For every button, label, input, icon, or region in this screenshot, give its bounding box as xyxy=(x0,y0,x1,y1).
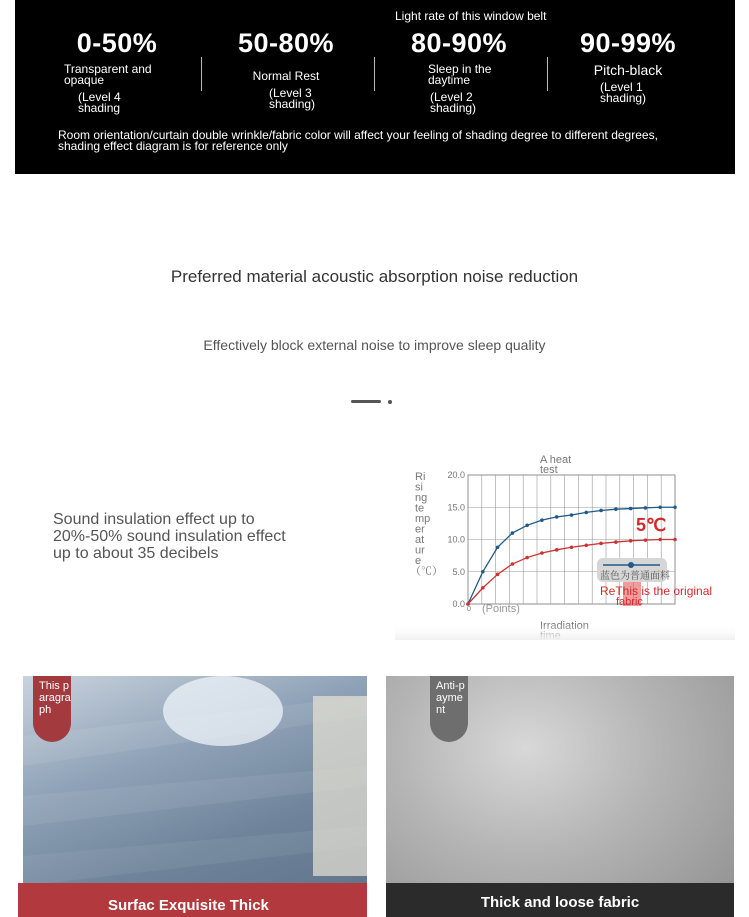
level-shading: (Level 1 shading) xyxy=(600,80,647,105)
chart-data-point xyxy=(673,538,677,542)
chart-data-point xyxy=(525,556,529,560)
fabric-photo-right xyxy=(386,676,734,917)
chart-data-point xyxy=(570,545,574,549)
chart-y-label-part: at xyxy=(415,534,425,546)
legend-red-label: ReThis is the original xyxy=(600,584,713,598)
heat-test-chart xyxy=(395,450,735,640)
chart-annotation: 5℃ xyxy=(636,515,667,535)
level-1-card xyxy=(32,28,202,114)
chart-data-point xyxy=(658,538,662,542)
chart-data-point xyxy=(570,513,574,517)
level-percent: 90-99% xyxy=(579,28,677,58)
photo-tag-right: Anti-payment xyxy=(430,676,468,742)
level-percent: 50-80% xyxy=(237,28,335,58)
chart-data-point xyxy=(525,524,529,528)
heat-test-chart-svg xyxy=(395,450,735,640)
caption-right: Thick and loose fabric xyxy=(386,883,734,917)
chart-data-point xyxy=(511,531,515,535)
chart-data-point xyxy=(629,539,633,543)
chart-y-tick-label: 20.0 xyxy=(447,470,465,480)
chart-y-label-part: ng xyxy=(415,492,428,504)
chart-data-point xyxy=(555,548,559,552)
chart-data-point xyxy=(555,515,559,519)
banner-title: Light rate of this window belt xyxy=(395,9,547,23)
legend-red-label-wrap: fabric xyxy=(616,596,643,608)
shading-banner xyxy=(15,0,735,174)
chart-data-point xyxy=(673,505,677,509)
level-label: Pitch-black xyxy=(593,62,663,78)
level-percent: 80-90% xyxy=(410,28,508,58)
chart-y-label-part: te xyxy=(415,502,425,515)
chart-data-point xyxy=(644,538,648,542)
chart-y-tick-label: 5.0 xyxy=(452,566,465,577)
carousel-indicator-dot[interactable] xyxy=(388,400,392,404)
chart-y-label-part: er xyxy=(415,523,425,536)
section-subheading: Effectively block external noise to improve sleep quality xyxy=(203,337,546,353)
chart-data-point xyxy=(599,509,603,513)
chart-y-label-part: （℃） xyxy=(410,565,443,578)
chart-y-tick-label: 15.0 xyxy=(447,502,465,513)
chart-data-point xyxy=(466,602,470,606)
chart-data-point xyxy=(658,505,662,509)
chart-y-label-part: Ri xyxy=(415,471,426,483)
level-shading: (Level 3 shading) xyxy=(269,86,316,111)
chart-y-tick-label: 10.0 xyxy=(447,534,465,545)
chart-x-tick-label: 0 xyxy=(467,606,471,613)
photo-tag-left: This paragraph xyxy=(33,676,71,742)
chart-y-label xyxy=(410,471,443,578)
chart-y-label-part: mp xyxy=(415,513,431,525)
chart-title-line: A heat test xyxy=(540,454,572,476)
level-shading: (Level 4 shading xyxy=(78,90,121,115)
chart-data-point xyxy=(540,551,544,555)
level-label: Normal Rest xyxy=(252,69,320,83)
chart-data-point xyxy=(481,570,485,574)
chart-data-point xyxy=(614,507,618,511)
chart-data-point xyxy=(481,586,485,590)
level-4-card xyxy=(543,28,713,104)
chart-data-point xyxy=(599,542,603,546)
chart-x-unit: (Points) xyxy=(482,603,520,615)
chart-data-point xyxy=(496,573,500,577)
level-label: Transparent and opaque xyxy=(64,62,152,87)
chart-data-point xyxy=(629,507,633,511)
sound-insulation-text: Sound insulation effect up to 20%-50% sound insulation effect up to about 35 decibels xyxy=(53,511,286,562)
chart-data-point xyxy=(614,540,618,544)
chart-data-point xyxy=(511,562,515,566)
legend-marker xyxy=(628,562,634,568)
chart-data-point xyxy=(496,545,500,549)
chart-bottom-fade xyxy=(395,624,735,640)
fabric-texture-left xyxy=(23,676,367,917)
carousel-indicator-active[interactable] xyxy=(351,400,381,403)
level-3-card xyxy=(374,28,544,114)
level-shading: (Level 2 shading) xyxy=(430,90,477,115)
chart-y-label-part: si xyxy=(415,481,423,494)
banner-note: Room orientation/curtain double wrinkle/fabric color will affect your feeling of shading degree to different degrees, shading effect diagram is for reference only xyxy=(58,128,658,153)
caption-left: Surfac Exquisite Thick xyxy=(18,883,367,917)
section-heading: Preferred material acoustic absorption noise reduction xyxy=(170,267,579,286)
fabric-photo-left xyxy=(23,676,367,917)
level-label: Sleep in the daytime xyxy=(428,62,492,87)
chart-y-label-part: e xyxy=(415,555,422,567)
chart-y-ticks xyxy=(447,470,471,613)
chart-data-point xyxy=(644,506,648,510)
level-percent: 0-50% xyxy=(76,28,158,58)
chart-y-tick-label: 0.0 xyxy=(452,599,465,609)
chart-data-point xyxy=(540,518,544,522)
chart-y-label-part: ur xyxy=(415,544,425,557)
legend-gray-label: 蓝色为普通面料 xyxy=(600,571,670,582)
chart-data-point xyxy=(584,511,588,515)
level-2-card xyxy=(201,28,371,110)
chart-data-point xyxy=(584,544,588,548)
